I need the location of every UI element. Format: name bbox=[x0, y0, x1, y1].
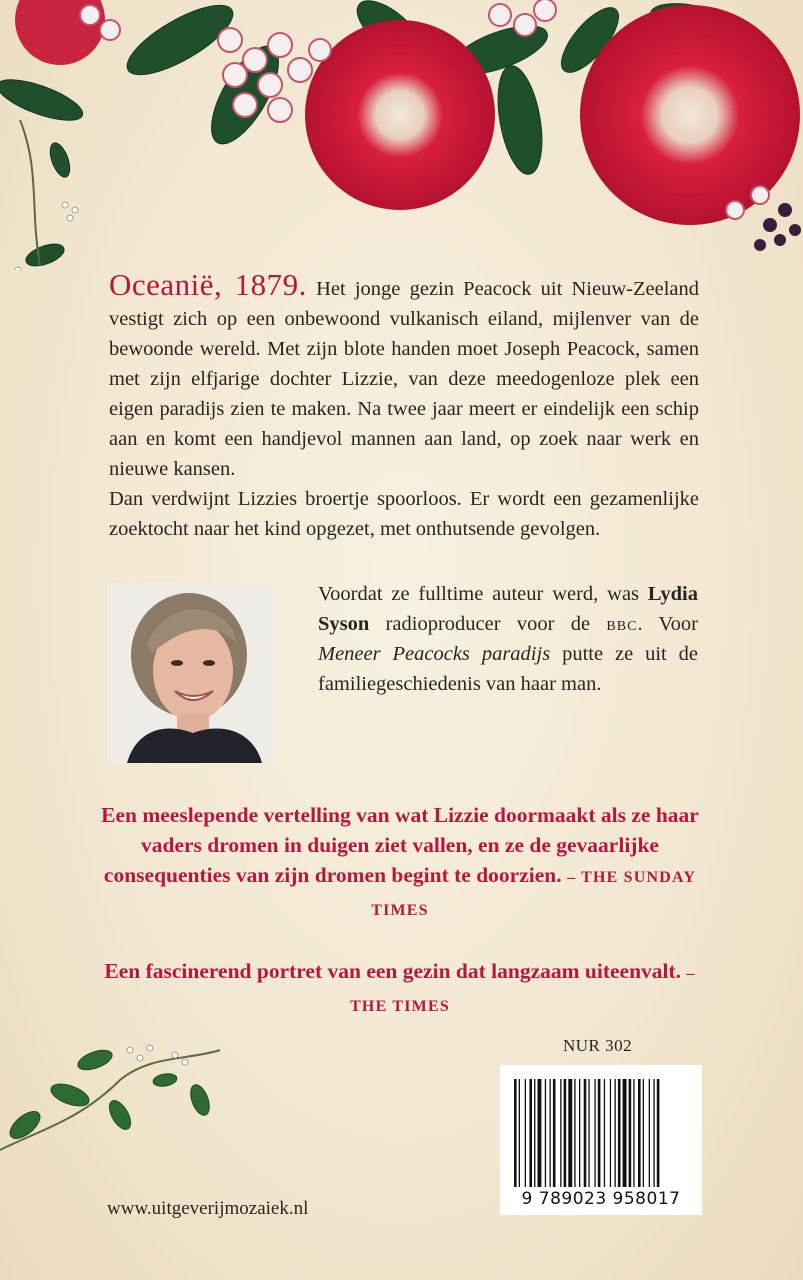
review-quote bbox=[100, 956, 700, 1022]
synopsis-lead: Oceanië, 1879. bbox=[109, 267, 307, 302]
synopsis-paragraph bbox=[109, 267, 700, 484]
synopsis bbox=[109, 267, 700, 544]
publisher-website: www.uitgeverijmozaiek.nl bbox=[107, 1198, 309, 1219]
quote-text: Een fascinerend portret van een gezin dat langzaam uiteenvalt. bbox=[104, 959, 682, 983]
author-bio-text: putte ze uit de familiegeschiedenis van haar man. bbox=[318, 643, 698, 695]
quote-source: – THE SUNDAY TIMES bbox=[371, 869, 697, 919]
barcode bbox=[500, 1065, 702, 1215]
author-portrait-icon bbox=[107, 583, 274, 763]
author-photo bbox=[107, 583, 274, 763]
quote-text: Een meeslepende vertelling van wat Lizzie doormaakt als ze haar vaders dromen in duigen ziet vallen, en ze de gevaarlijke consequenties van zijn dromen begint te doorzien. bbox=[101, 803, 699, 887]
isbn-number: 9 789023 958017 bbox=[521, 1189, 681, 1209]
author-bio-text: Voordat ze fulltime auteur werd, was bbox=[318, 583, 648, 605]
quote-source: – THE TIMES bbox=[350, 965, 696, 1015]
nur-code: NUR 302 bbox=[563, 1036, 633, 1055]
author-name: Lydia Syson bbox=[318, 583, 698, 635]
review-quote bbox=[100, 800, 700, 926]
synopsis-paragraph-2 bbox=[109, 484, 699, 544]
author-bio bbox=[318, 579, 698, 699]
broadcaster-name: bbc bbox=[606, 613, 638, 635]
author-bio-text: . Voor bbox=[637, 613, 698, 635]
vine-illustration bbox=[0, 1040, 240, 1170]
book-title: Meneer Peacocks paradijs bbox=[318, 643, 551, 665]
synopsis-body: Het jonge gezin Peacock uit Nieuw-Zeeland vestigt zich op een onbewoond vulkanisch eiland, mijlenver van de bewoonde wereld. Met zijn blote handen moet Joseph Peacock, samen met zijn elfjarige dochter Lizzie, van deze meedogenloze plek een eigen paradijs zien te maken. Na twee jaar meert er eindelijk een schip aan en komt een handjevol mannen aan land, op zoek naar werk en nieuwe kansen. bbox=[109, 278, 700, 480]
flower-illustration bbox=[0, 0, 803, 270]
synopsis-body-2: Dan verdwijnt Lizzies broertje spoorloos. Er wordt een gezamenlijke zoektocht naar het kind opgezet, met onthutsende gevolgen. bbox=[109, 488, 699, 540]
author-bio-text: radioproducer voor de bbox=[369, 613, 607, 635]
